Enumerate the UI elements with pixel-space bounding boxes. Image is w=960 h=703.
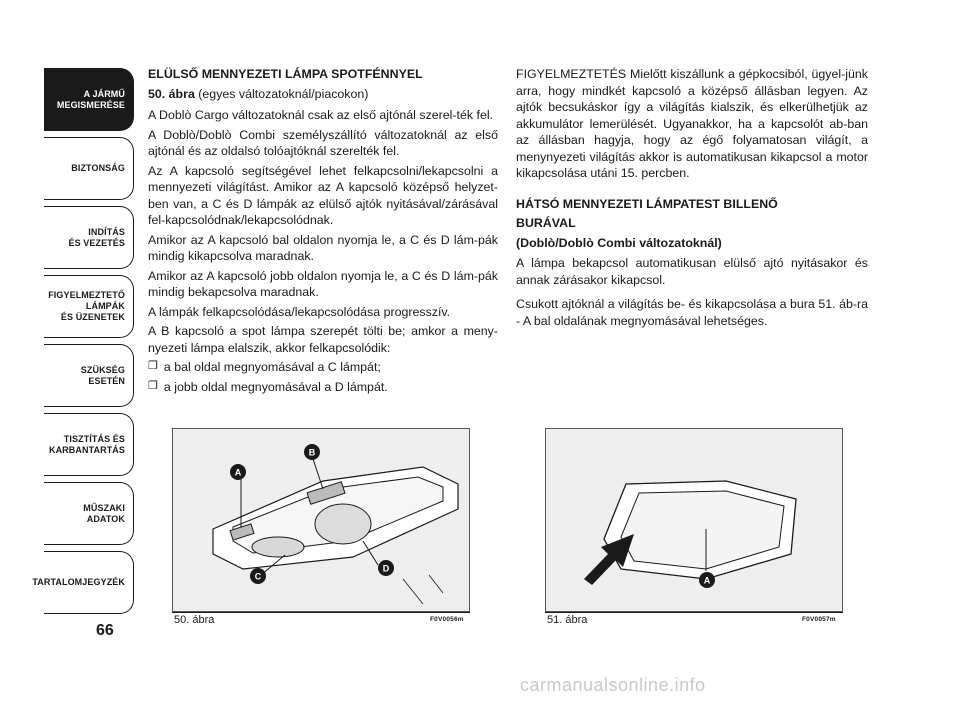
figure-reference <box>148 86 498 103</box>
page-number: 66 <box>96 622 114 639</box>
paragraph: Amikor az A kapcsoló bal oldalon nyomja le, a C és D lám-pák mindig kikapcsolva maradnak. <box>148 232 498 263</box>
figure-ref-label: 50. ábra <box>148 86 195 101</box>
rear-lamp-illustration <box>546 429 842 611</box>
bullet-text: a jobb oldal megnyomásával a D lámpát. <box>163 379 388 394</box>
marker-letter: A <box>703 575 711 586</box>
bullet-item <box>148 359 498 376</box>
figure-50-front-ceiling-lamp <box>172 428 470 612</box>
tab-tisztitas-es-karbantartas[interactable]: TISZTÍTÁS ÉS KARBANTARTÁS <box>44 413 134 476</box>
tab-muszaki-adatok[interactable]: MŰSZAKI ADATOK <box>44 482 134 545</box>
right-column <box>516 66 868 332</box>
paragraph: Csukott ajtóknál a világítás be- és kikapcsolása a bura 51. áb-ra - A bal oldalának megnyomásával lehetséges. <box>516 297 868 328</box>
paragraph: A lámpa bekapcsol automatikusan elülső ajtó nyitásakor és annak zárásakor kikapcsol. <box>516 256 868 287</box>
figure-50-code: F0V0056m <box>430 616 464 623</box>
marker-letter: C <box>254 571 262 582</box>
tab-inditas-es-vezetes[interactable]: INDÍTÁS ÉS VEZETÉS <box>44 206 134 269</box>
paragraph: Amikor az A kapcsoló jobb oldalon nyomja le, a C és D lám-pák mindig bekapcsolva maradnak. <box>148 268 498 299</box>
figure-51-rear-ceiling-lamp <box>545 428 843 612</box>
figure-51-baseline <box>545 612 843 613</box>
front-lamp-illustration <box>173 429 469 611</box>
marker-letter: D <box>382 563 390 574</box>
tab-tartalomjegyzek[interactable]: TARTALOMJEGYZÉK <box>44 551 134 614</box>
section-heading-rear-lamp: HÁTSÓ MENNYEZETI LÁMPATEST BILLENŐ <box>516 196 778 211</box>
tab-figyelmezteto-lampak[interactable]: FIGYELMEZTETŐ LÁMPÁK ÉS ÜZENETEK <box>44 275 134 338</box>
section-heading-rear-lamp-cont: BURÁVAL <box>516 216 576 230</box>
bullet-text: a bal oldal megnyomásával a C lámpát; <box>163 360 381 374</box>
label-c-marker <box>249 567 267 585</box>
label-a-marker <box>698 571 716 589</box>
marker-letter: A <box>234 467 242 478</box>
paragraph: A B kapcsoló a spot lámpa szerepét tölti be; amkor a meny-nyezeti lámpa elalszik, akkor felkapcsolódik: <box>148 324 498 355</box>
tab-a-jarmu-megismerese[interactable]: A JÁRMŰ MEGISMERÉSE <box>44 68 134 131</box>
watermark-text: carmanualsonline.info <box>520 675 706 695</box>
figure-51-code: F0V0057m <box>802 616 836 623</box>
marker-letter: B <box>308 447 316 458</box>
label-b-marker <box>303 443 321 461</box>
paragraph: A Doblò/Doblò Combi személyszállító változatoknál az első ajtónál és az oldalsó tolóajtóknál szerelték fel. <box>148 127 498 158</box>
figure-ref-note: (egyes változatoknál/piacokon) <box>194 86 369 101</box>
figure-51-caption: 51. ábra <box>547 614 588 626</box>
paragraph: A lámpák felkapcsolódása/lekapcsolódása progresszív. <box>148 304 451 319</box>
checkbox-bullet-icon: ❒ <box>148 360 158 372</box>
bullet-item <box>148 379 498 396</box>
figure-50-caption: 50. ábra <box>174 614 215 626</box>
section-heading-front-lamp: ELÜLSŐ MENNYEZETI LÁMPA SPOTFÉNNYEL <box>148 67 423 81</box>
tab-szukseg-eseten[interactable]: SZÜKSÉG ESETÉN <box>44 344 134 407</box>
section-subheading-variants: (Doblò/Doblò Combi változatoknál) <box>516 235 722 250</box>
checkbox-bullet-icon: ❒ <box>148 379 158 392</box>
label-d-marker <box>377 559 395 577</box>
warning-paragraph: FIGYELMEZTETÉS Mielőtt kiszállunk a gépkocsiból, ügyel-jünk arra, hogy mindkét kapcsoló a középső állásban legyen. Az ajtók becsukáskor így a világítás kialszik, és elkerülhetjük az akkumulátor lemerülését. Ugyanakkor, ha a kapcsolót ab-ban az állásban hagyja, hogy az égő folyamatosan világít, a menynyezeti világítás akkor is automatikusan kikapcsol a motor kikapcsolása utáni 15. percben. <box>516 67 868 180</box>
figure-50-baseline <box>172 612 470 613</box>
label-a-marker <box>229 463 247 481</box>
tab-biztonsag[interactable]: BIZTONSÁG <box>44 137 134 200</box>
paragraph: Az A kapcsoló segítségével lehet felkapcsolni/lekapcsolni a mennyezeti világítást. Amikor az A kapcsoló középső helyzet-ben van, a C és D lámpák az elülső ajtók nyitásával/zárásával fel-kapcsolódnak/lekapcsolódnak. <box>148 163 498 227</box>
paragraph: A Doblò Cargo változatoknál csak az első ajtónál szerel-ték fel. <box>148 108 494 122</box>
left-column <box>148 66 498 398</box>
